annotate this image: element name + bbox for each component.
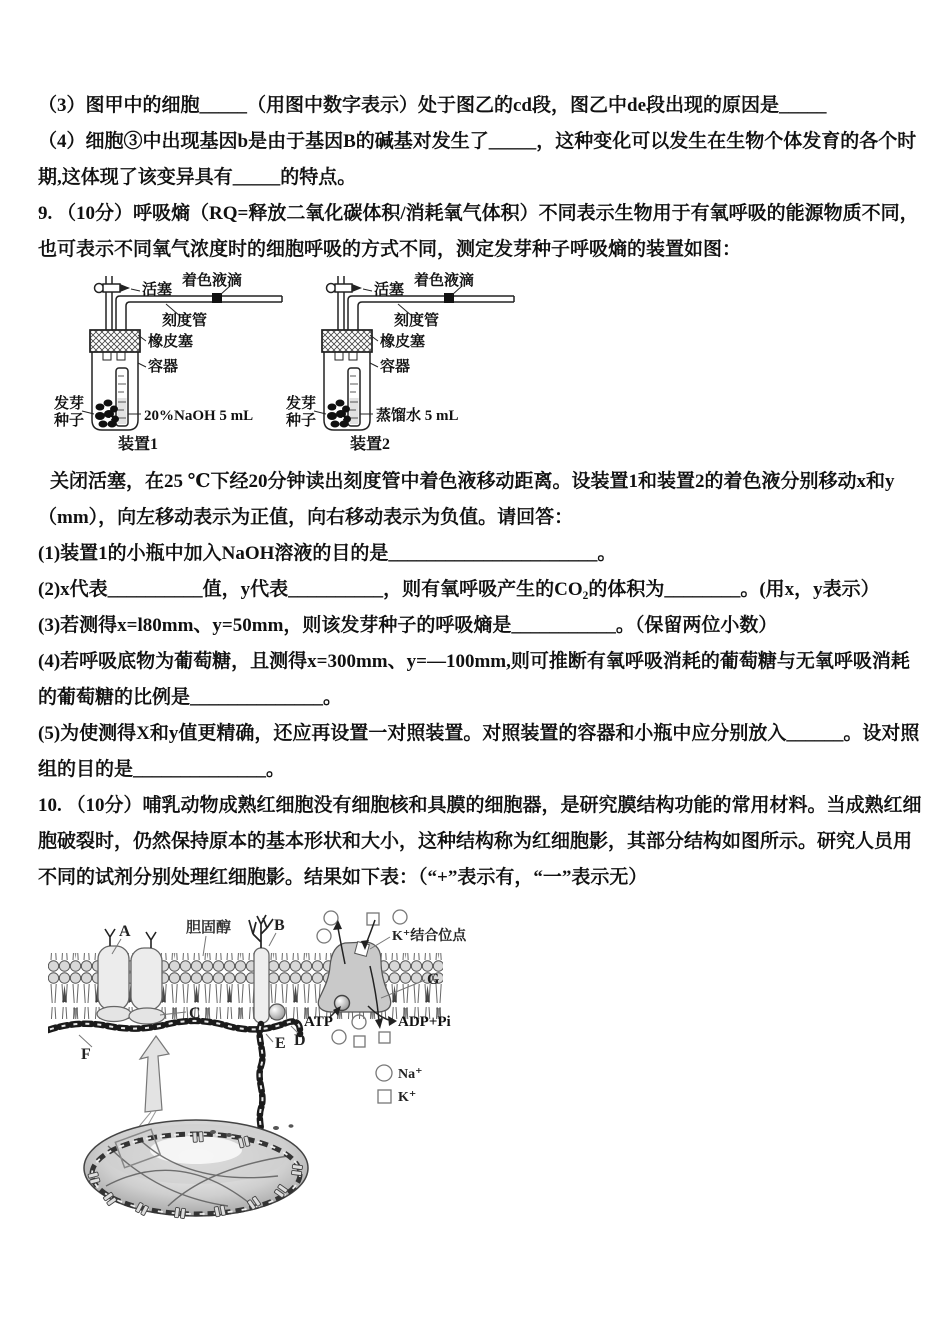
legend-na-icon xyxy=(376,1065,392,1081)
na-ion xyxy=(393,910,407,924)
na-ion xyxy=(324,911,338,925)
red-blood-cell xyxy=(84,1120,308,1219)
graduated-tube-label: 刻度管 xyxy=(394,313,440,329)
label-e: E xyxy=(275,1035,286,1052)
up-arrow xyxy=(140,1036,169,1112)
seeds-label-line1: 发芽 xyxy=(54,396,85,412)
na-ion xyxy=(317,929,331,943)
label-b: B xyxy=(274,917,285,934)
q10-intro-text: 10. （10分）哺乳动物成熟红细胞没有细胞核和具膜的细胞器，是研究膜结构功能的常用材料。当成熟红细胞破裂时，仍然保持原本的基本形状和大小，这种结构称为红细胞影，其部分结构如图所示。研究人员用不同的试剂分别处理红细胞影。结果如下表：（“+”表示有，“一”表示无） xyxy=(38,795,922,888)
label-g: G xyxy=(427,971,440,988)
seeds-label-line2: 种子 xyxy=(54,413,85,429)
cholesterol-label: 胆固醇 xyxy=(186,920,232,936)
label-d: D xyxy=(294,1032,306,1049)
k-ion xyxy=(379,1032,390,1043)
q8-part4-text: （4）细胞③中出现基因b是由于基因B的碱基对发生了_____，这种变化可以发生在生物个体发育的各个时期,这体现了该变异具有_____的特点。 xyxy=(38,131,917,188)
protein-d-sphere xyxy=(269,1004,285,1020)
legend-k-label: K⁺ xyxy=(398,1090,417,1105)
legend-na-label: Na⁺ xyxy=(398,1067,423,1082)
device1-caption: 装置1 xyxy=(118,436,159,453)
dye-drop-label: 着色液滴 xyxy=(182,273,243,289)
respirometer-diagram xyxy=(54,272,516,456)
q9-setup-text: 关闭活塞，在25 ℃下经20分钟读出刻度管中着色液移动距离。设装置1和装置2的着色液分别移动x和y（mm），向左移动表示为正值，向右移动表示为负值。请回答： xyxy=(38,471,895,528)
rubber-stopper-label: 橡皮塞 xyxy=(148,334,194,350)
q9-sub3-text: (3)若测得x=l80mm、y=50mm，则该发芽种子的呼吸熵是___________。（保留两位小数） xyxy=(38,615,778,636)
q9-sub2-text: (2)x代表__________值，y代表__________，则有氧呼吸产生的CO₂的体积为________。(用x，y表示） xyxy=(38,579,880,600)
k-ion xyxy=(354,1036,365,1047)
rubber-stopper-label: 橡皮塞 xyxy=(380,334,426,350)
ion-legend xyxy=(376,1065,423,1105)
q9-intro-text: 9. （10分）呼吸熵（RQ=释放二氧化碳体积/消耗氧气体积）不同表示生物用于有氧呼吸的能源物质不同，也可表示不同氧气浓度时的细胞呼吸的方式不同，测定发芽种子呼吸熵的装置如图： xyxy=(38,203,919,260)
label-f: F xyxy=(81,1046,91,1063)
device2-caption: 装置2 xyxy=(350,436,391,453)
device-1 xyxy=(54,272,282,453)
atp-label: ATP xyxy=(304,1014,333,1030)
k-binding-site-label: K⁺结合位点 xyxy=(392,929,467,944)
q9-sub4-text: (4)若呼吸底物为葡萄糖，且测得x=300mm、y=—100mm,则可推断有氧呼吸消耗的葡萄糖与无氧呼吸消耗的葡萄糖的比例是______________。 xyxy=(38,651,910,708)
container-label: 容器 xyxy=(148,359,179,375)
k-ion xyxy=(367,913,379,925)
adp-pi-label: ADP+Pi xyxy=(398,1014,451,1030)
label-a: A xyxy=(119,923,131,940)
piston-label: 活塞 xyxy=(142,282,173,298)
seeds-label-line1: 发芽 xyxy=(286,396,317,412)
seeds-label-line2: 种子 xyxy=(286,413,317,429)
solution-label: 20%NaOH 5 mL xyxy=(144,408,254,424)
solution-label: 蒸馏水 5 mL xyxy=(376,408,459,424)
device-2 xyxy=(285,272,514,453)
q8-part3-text: （3）图甲中的细胞_____（用图中数字表示）处于图乙的cd段，图乙中de段出现的原因是_____ xyxy=(38,95,827,116)
q9-sub1-text: (1)装置1的小瓶中加入NaOH溶液的目的是______________________。 xyxy=(38,543,617,564)
na-ion xyxy=(332,1030,346,1044)
piston-label: 活塞 xyxy=(374,282,405,298)
container-label: 容器 xyxy=(380,359,411,375)
q9-sub5-text: (5)为使测得X和y值更精确，还应再设置一对照装置。对照装置的容器和小瓶中应分别放入______。设对照组的目的是______________。 xyxy=(38,723,920,780)
graduated-tube-label: 刻度管 xyxy=(162,313,208,329)
sodium-potassium-pump xyxy=(318,942,390,1012)
legend-k-icon xyxy=(378,1090,391,1103)
glycan-tree xyxy=(249,915,273,948)
dye-drop-label: 着色液滴 xyxy=(414,273,475,289)
cell-membrane-diagram xyxy=(48,906,480,1241)
label-c: C xyxy=(189,1005,201,1022)
